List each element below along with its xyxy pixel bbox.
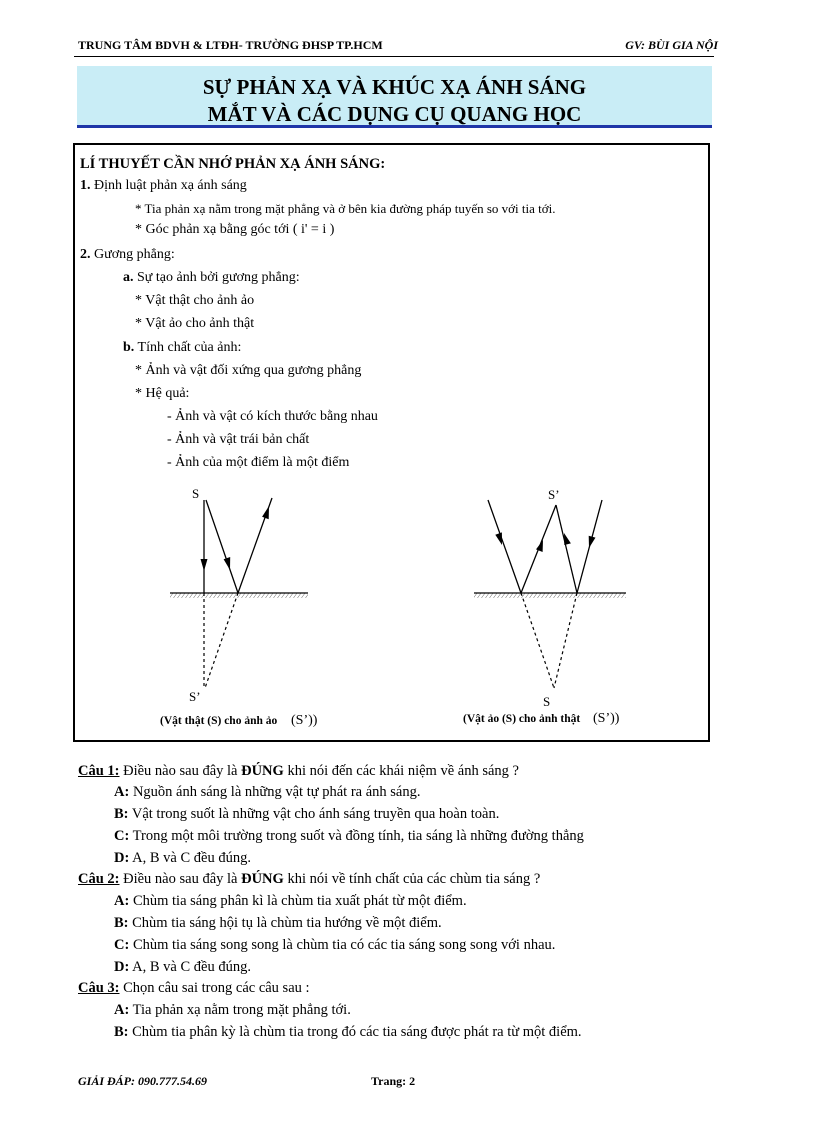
question-2-option-d: D: A, B và C đều đúng.: [114, 959, 251, 975]
footer-contact: GIẢI ĐÁP: 090.777.54.69: [78, 1074, 208, 1088]
title-banner: [77, 66, 712, 128]
left-label-s-prime: S’: [189, 689, 201, 704]
question-1: Câu 1: Điều nào sau đây là ĐÚNG khi nói đến các khái niệm về ánh sáng ?: [78, 763, 519, 779]
question-1-option-c: C: Trong một môi trường trong suốt và đồng tính, tia sáng là những đường thẳng: [114, 828, 584, 844]
question-2-option-a: A: Chùm tia sáng phân kì là chùm tia xuất phát từ một điểm.: [114, 893, 467, 909]
subsection-a-bullet-1: * Vật thật cho ảnh ảo: [135, 293, 255, 308]
title-line-1: SỰ PHẢN XẠ VÀ KHÚC XẠ ÁNH SÁNG: [202, 75, 587, 99]
subsection-b-bullet-2: * Hệ quả:: [135, 386, 190, 401]
header-left: TRUNG TÂM BDVH & LTĐH- TRƯỜNG ĐHSP TP.HCM: [78, 38, 383, 52]
header-right: GV: BÙI GIA NỘI: [625, 38, 718, 52]
subsection-a: a. Sự tạo ảnh bởi gương phẳng:: [123, 270, 300, 285]
section-1-bullet-2: * Góc phản xạ bằng góc tới ( i' = i ): [135, 222, 335, 237]
question-1-option-d: D: A, B và C đều đúng.: [114, 850, 251, 866]
section-2: 2. Gương phẳng:: [80, 247, 175, 262]
question-2-option-c: C: Chùm tia sáng song song là chùm tia có các tia sáng song song với nhau.: [114, 937, 556, 953]
right-label-s-prime: S’: [548, 487, 560, 502]
left-label-s: S: [192, 486, 200, 501]
header-divider: [74, 56, 714, 57]
subsection-a-bullet-2: * Vật ảo cho ảnh thật: [135, 316, 255, 331]
subsection-b: b. Tính chất của ảnh:: [123, 340, 242, 355]
question-1-option-a: A: Nguồn ánh sáng là những vật tự phát ra ánh sáng.: [114, 784, 421, 800]
section-1: 1. Định luật phản xạ ánh sáng: [80, 178, 247, 193]
right-label-s: S: [543, 694, 551, 709]
left-caption-end: (S’)): [291, 713, 318, 728]
question-3-option-b: B: Chùm tia phân kỳ là chùm tia trong đó các tia sáng được phát ra từ một điểm.: [114, 1024, 582, 1040]
right-caption-bold: (Vật ảo (S) cho ảnh thật: [463, 713, 581, 725]
consequence-1: - Ảnh và vật có kích thước bằng nhau: [167, 409, 378, 424]
question-2-option-b: B: Chùm tia sáng hội tụ là chùm tia hướng về một điểm.: [114, 915, 442, 931]
title-line-2: MẮT VÀ CÁC DỤNG CỤ QUANG HỌC: [207, 102, 582, 126]
left-caption-bold: (Vật thật (S) cho ảnh ảo: [160, 715, 278, 727]
theory-heading: LÍ THUYẾT CẦN NHỚ PHẢN XẠ ÁNH SÁNG:: [80, 156, 386, 172]
consequence-2: - Ảnh và vật trái bản chất: [167, 432, 310, 447]
section-1-bullet-1: * Tia phản xạ nằm trong mặt phẳng và ở bên kia đường pháp tuyến so với tia tới.: [135, 201, 556, 216]
question-3: Câu 3: Chọn câu sai trong các câu sau :: [78, 980, 310, 996]
question-1-option-b: B: Vật trong suốt là những vật cho ánh sáng truyền qua hoàn toàn.: [114, 806, 500, 822]
right-caption-end: (S’)): [593, 711, 620, 726]
question-2: Câu 2: Điều nào sau đây là ĐÚNG khi nói về tính chất của các chùm tia sáng ?: [78, 871, 541, 887]
footer-page-number: Trang: 2: [371, 1074, 416, 1088]
consequence-3: - Ảnh của một điểm là một điểm: [167, 455, 350, 470]
theory-box: [73, 143, 710, 742]
subsection-b-bullet-1: * Ảnh và vật đối xứng qua gương phẳng: [135, 363, 362, 378]
question-3-option-a: A: Tia phản xạ nằm trong mặt phẳng tới.: [114, 1002, 351, 1018]
